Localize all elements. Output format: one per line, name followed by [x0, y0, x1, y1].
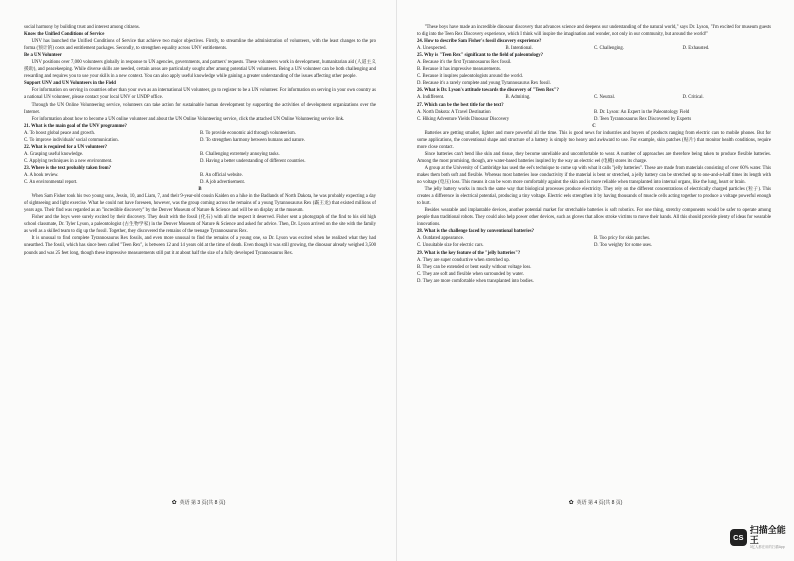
answer-option: D. Teen Tyrannosaurus Rex Discovered by Experts — [594, 116, 692, 122]
passage-label: B — [198, 187, 202, 193]
answer-option: B. Too pricy for skin patches. — [594, 236, 651, 242]
answer-option: C. Unsuitable size for electric cars. — [417, 243, 484, 249]
answer-option: D. Exhausted. — [682, 46, 710, 52]
answer-option: C. Applying techniques in a new environment. — [24, 158, 113, 164]
answer-option: C. Challenging. — [594, 46, 624, 52]
answer-option: D. Too weighty for some uses. — [594, 243, 653, 249]
answer-option: C. They are soft and flexible when surrounded by water. — [417, 271, 524, 277]
watermark-subtitle: 3亿人都在用的扫描App — [749, 545, 785, 549]
left-page-content — [24, 24, 376, 506]
question: 25. Why is "Teen Rex" significant to the field of paleontology? — [417, 53, 544, 59]
answer-options — [417, 45, 771, 52]
answer-option: D. They are more comfortable when transplanted into bodies. — [417, 278, 534, 284]
paragraph: UNV positions over 7,000 volunteers globally in response to UN agencies, governments, and partners' requests. These volunteers work in development, humanitarian aid (人道主义援助), and peacekeeping. While diverse skills are needed, certain areas are particularly sought after among potential UN volunteers. Being a UN volunteer can be both challenging and rewarding and requires you to use your skills in a new context. You can also apply useful knowledge while gaining a greater understanding of the issues affecting other people. — [24, 60, 376, 80]
answer-option: A. Because it's the first Tyrannosaurus Rex fossil. — [417, 60, 512, 66]
watermark-title: 扫描全能王 — [749, 525, 786, 545]
question: 24. How to describe Sam Fisher's fossil discovery experience? — [417, 39, 542, 45]
paragraph: The jelly battery works in much the same way that biological processes produce electricity. They rely on the different concentrations of electrically charged particles (粒子). This creates a difference in electrical potential, producing a tiny voltage. Electric eels strengthen it by having thousands of muscle cells acting together to produce a voltage powerful enough to hurt. — [417, 187, 771, 207]
answer-options — [24, 172, 376, 186]
right-page — [397, 0, 794, 561]
section-heading: Know the Unified Conditions of Service — [24, 32, 105, 38]
paragraph: For information on serving in countries other than your own as an international UN volunteer, go to register to be a UN volunteer. For information on serving in your own country as a national UN volunteer, please contact your local UNV or UNDP office. — [24, 88, 376, 101]
answer-option: A. To boost global peace and growth. — [24, 130, 96, 136]
answer-option: D. Critical. — [682, 95, 704, 101]
paragraph: Besides wearable and implantable devices, another potential market for stretchable batteries is soft robotics. For one thing, stretchy components would be safer to operate among people than traditional robots. They could also help power other devices, such as gloves that allow stroke victims to move their hands. All this should provide plenty of ideas for wearable innovations. — [417, 208, 771, 228]
camscanner-watermark — [730, 525, 794, 550]
answer-option: C. An environmental report. — [24, 180, 78, 186]
answer-option: B. Admiring. — [505, 95, 531, 101]
question: 28. What is the challenge faced by conventional batteries? — [417, 229, 534, 235]
paragraph: UNV has launched the Unified Conditions of Service that achieve two major objectives. Firstly, to streamline the administration of volunteers, with the least changes to the pro forma (预计的) costs and entitlement packages. Secondly, to strengthen equality across UNV entitlements. — [24, 39, 376, 52]
paragraph: Batteries are getting smaller, lighter and more powerful all the time. This is good news for industries and buyers of products ranging from electric cars to mobile phones. But for some applications, the conventional shape and structure of a battery is simply too heavy and awkward to use. For example, skin patches (贴片) that monitor health conditions, require more close contact. — [417, 130, 771, 150]
answer-options — [417, 235, 771, 249]
answer-option: A. Grasping useful knowledge. — [24, 151, 84, 157]
answer-option: B. They can be extended or bent easily without voltage loss. — [417, 264, 532, 270]
paragraph: Through the UN Online Volunteering service, volunteers can take action for sustainable human development by supporting the activities of development organizations over the Internet. — [24, 102, 376, 115]
answer-options — [24, 130, 376, 144]
left-page-footer — [0, 499, 397, 506]
answer-option: A. Unexpected. — [417, 46, 447, 52]
question: 23. Where is the text probably taken from? — [24, 165, 111, 171]
right-page-content — [417, 24, 771, 506]
answer-option: D. A job advertisement. — [200, 180, 245, 186]
section-heading: Support UNV and UN Volunteers in the Field — [24, 81, 116, 87]
answer-options — [417, 94, 771, 101]
answer-options — [417, 59, 771, 87]
answer-option: D. To strengthen harmony between humans and nature. — [200, 137, 305, 143]
answer-option: B. To provide economic aid through volunteerism. — [200, 130, 296, 136]
answer-option: A. Indifferent. — [417, 95, 445, 101]
answer-option: C. To improve individuals' social communication. — [24, 137, 119, 143]
paragraph: Fisher and the boys were surely excited by their discovery. They dealt with the fossil (化石) with all the respect it deserved. Fisher sent a photograph of the find to his old high school classmate, Dr. Tyler Lyson, a paleontologist (古生物学家) in the Denver Museum of Nature & Science and asked for advice. Then, Dr. Lyson arrived on the site with the family as well as a skilled team to dig up the fossil. Together, they discovered the remains of the teenage Tyrannosaurus Rex. — [24, 215, 376, 235]
paragraph: It is unusual to find complete Tyrannosaurus Rex fossils, and even more unusual to find the remains of a young one, so Dr. Lyson was excited when he realized what they had unearthed. The fossil, which has since been called "Teen Rex", is between 12 and 14 years old at the time of death. Even though it was still growing, the dinosaur already weighed 3,500 pounds and was 25 feet long, though these impressive measurements still put it at about half the size of a fully developed Tyrannosaurus Rex. — [24, 236, 376, 256]
question: 22. What is required for a UN volunteer? — [24, 144, 108, 150]
question: 27. Which can be the best title for the text? — [417, 102, 504, 108]
answer-option: C. Neutral. — [594, 95, 615, 101]
left-page-number: 英语 第 3 页(共 8 页) — [179, 500, 226, 506]
paragraph: For information about how to become a UN online volunteer and about the UN Online Volunteering service, click the attached UN Online Volunteering service link. — [31, 116, 345, 122]
section-heading: Be a UN Volunteer — [24, 53, 62, 59]
right-page-footer — [397, 499, 794, 506]
answer-option: D. Having a better understanding of different countries. — [200, 158, 306, 164]
question: 21. What is the main goal of the UNV programme? — [24, 123, 127, 129]
paragraph: Since batteries can't bend like skin and tissue, they become unreliable and uncomfortable to wear. A number of approaches are therefore being taken to produce flexible batteries. Among the most promising, though, are water-based batteries inspired by the way an electric eel (电鳗) stores its charge. — [417, 151, 771, 164]
answer-option: D. Because it's a rarely complete and young Tyrannosaurus Rex fossil. — [417, 81, 551, 87]
paragraph: A group at the University of Cambridge has used the eel's technique to come up with what it calls "jelly batteries". These are made from materials consisting of over 60% water. This makes them both soft and flexible. Whereas most batteries lose conductivity if the material is bent or stretched, a jelly battery can be stretched up to one-and-a-half times its length with no voltage (电压) loss. This means it can be worn more comfortably against the skin and is more reliable when transplanted into internal organs, like the lung, heart or brain. — [417, 165, 771, 186]
camscanner-logo-icon: CS — [730, 529, 747, 546]
right-page-number: 英语 第 4 页(共 8 页) — [576, 500, 623, 506]
answer-option: A. North Dakota: A Travel Destination — [417, 109, 491, 115]
answer-option: B. Challenging extremely annoying tasks. — [200, 151, 280, 157]
answer-option: A. A book review. — [24, 172, 59, 178]
answer-option: A. Outdated appearance. — [417, 236, 464, 242]
answer-option: B. Intentional. — [505, 46, 533, 52]
question: 26. What is Dr. Lyson's attitude towards the discovery of "Teen Rex"? — [417, 88, 559, 94]
answer-options — [417, 109, 771, 123]
answer-options — [417, 257, 771, 285]
paragraph: When Sam Fisher took his two young sons, Jessin, 10, and Liam, 7, and their 9-year-old cousin Kaiden on a hike in the Badlands of North Dakota, he was probably expecting a day of sightseeing and light exercise. What he could not have foreseen, however, was the group coming across the remains of a young Tyrannosaurus Rex (霸王龙) that existed millions of years ago. Their find was regarded as an "incredible discovery" by the Denver Museum of Nature & Science and will be on display at the museum. — [24, 194, 376, 214]
answer-options — [24, 151, 376, 165]
answer-option: B. Dr. Lyson: An Expert in the Paleontology Field — [594, 109, 690, 115]
flower-icon: ✿ — [568, 500, 574, 506]
question: 29. What is the key feature of the "jelly batteries"? — [417, 250, 521, 256]
paragraph: social harmony by building trust and interest among citizens. — [24, 25, 140, 30]
answer-option: A. They are super conductive when stretched up. — [417, 257, 510, 263]
answer-option: C. Hiking Adventure Yields Dinosaur Discovery — [417, 116, 510, 122]
paragraph: "These boys have made an incredible dinosaur discovery that advances science and deepens our understanding of the natural world," says Dr. Lyson, "I'm excited for museum guests to dig into the Teen Rex Discovery experience, which I think will inspire the imagination and wonder, not only in our community, but around the world!" — [417, 25, 771, 38]
answer-option: C. Because it inspires paleontologists around the world. — [417, 74, 523, 80]
answer-option: B. Because it has impressive measurements. — [417, 67, 502, 73]
passage-label: C — [592, 123, 596, 129]
answer-option: B. An official website. — [200, 172, 243, 178]
flower-icon: ✿ — [171, 500, 177, 506]
